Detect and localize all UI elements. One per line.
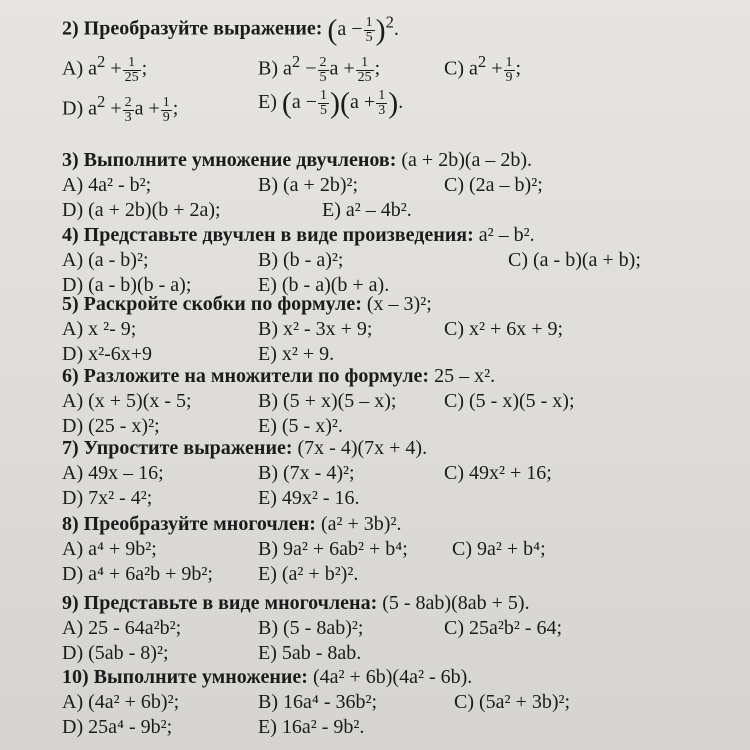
question-10-expression: (4a² + 6b)(4a² - 6b).	[312, 666, 473, 688]
question-9-expression: (5 - 8ab)(8ab + 5).	[382, 592, 530, 614]
question-8-expression: (a² + 3b)².	[320, 513, 402, 535]
option-10e[interactable]: E) 16a² - 9b².	[258, 716, 365, 738]
question-3-label: 3) Выполните умножение двучленов:	[62, 149, 397, 171]
option-9c[interactable]: C) 25a²b² - 64;	[444, 617, 563, 639]
question-2	[62, 2, 742, 125]
question-3	[62, 148, 742, 223]
option-9b[interactable]: B) (5 - 8ab)²;	[258, 617, 364, 639]
question-6	[62, 364, 742, 439]
option-8c[interactable]: C) 9a² + b⁴;	[452, 538, 546, 560]
question-2-prompt	[62, 2, 742, 47]
option-7d[interactable]: D) 7x² - 4²;	[62, 487, 153, 509]
option-4a[interactable]: A) (a - b)²;	[62, 249, 149, 271]
option-2d[interactable]: D) $a^2$ + $\frac{2}{3}$ a + $\frac{1}{9}$ ;	[62, 92, 179, 125]
question-6-prompt	[62, 364, 742, 389]
question-6-expression: 25 – x².	[434, 365, 496, 387]
question-5	[62, 292, 742, 367]
question-4	[62, 223, 742, 298]
option-7c[interactable]: C) 49x² + 16;	[444, 462, 552, 484]
question-8-prompt	[62, 512, 742, 537]
question-9	[62, 591, 742, 666]
option-2b[interactable]: B) $a^2$ − $\frac{2}{5}$ a + $\frac{1}{25}$ ;	[258, 52, 381, 85]
option-10a[interactable]: A) (4a² + 6b)²;	[62, 691, 180, 713]
option-8e[interactable]: E) (a² + b²)².	[258, 563, 359, 585]
question-4-label: 4) Представьте двучлен в виде произведения:	[62, 224, 474, 246]
question-2-label: 2) Преобразуйте выражение:	[62, 17, 323, 40]
option-3b[interactable]: B) (a + 2b)²;	[258, 174, 359, 196]
option-3c[interactable]: C) (2a – b)²;	[444, 174, 543, 196]
option-6b[interactable]: B) (5 + x)(5 – x);	[258, 390, 397, 412]
question-7-label: 7) Упростите выражение:	[62, 437, 293, 459]
option-2c[interactable]: C) $a^2$ + $\frac{1}{9}$ ;	[444, 52, 522, 85]
option-9d[interactable]: D) (5ab - 8)²;	[62, 642, 169, 664]
option-10d[interactable]: D) 25a⁴ - 9b²;	[62, 716, 173, 738]
question-7	[62, 436, 742, 511]
question-3-expression: (a + 2b)(a – 2b).	[401, 149, 533, 171]
option-4e[interactable]: E) (b - a)(b + a).	[258, 274, 390, 296]
option-5b[interactable]: B) x² - 3x + 9;	[258, 318, 373, 340]
question-7-expression: (7x - 4)(7x + 4).	[297, 437, 428, 459]
question-10	[62, 665, 742, 740]
option-8d[interactable]: D) a⁴ + 6a²b + 9b²;	[62, 563, 213, 585]
question-2-options-row-1	[62, 42, 742, 85]
option-7e[interactable]: E) 49x² - 16.	[258, 487, 360, 509]
question-9-label: 9) Представьте в виде многочлена:	[62, 592, 378, 614]
question-4-expression: a² – b².	[478, 224, 535, 246]
option-4d[interactable]: D) (a - b)(b - a);	[62, 274, 192, 296]
question-6-label: 6) Разложите на множители по формуле:	[62, 365, 430, 387]
question-8	[62, 512, 742, 587]
option-9e[interactable]: E) 5ab - 8ab.	[258, 642, 362, 664]
option-7b[interactable]: B) (7x - 4)²;	[258, 462, 355, 484]
question-2-options-row-2	[62, 82, 742, 125]
option-3a[interactable]: A) 4a² - b²;	[62, 174, 152, 196]
option-2a[interactable]: A) $a^2$ + $\frac{1}{25}$ ;	[62, 52, 148, 85]
option-6e[interactable]: E) (5 - x)².	[258, 415, 343, 437]
option-8b[interactable]: B) 9a² + 6ab² + b⁴;	[258, 538, 408, 560]
question-9-prompt	[62, 591, 742, 616]
question-3-prompt	[62, 148, 742, 173]
question-8-label: 8) Преобразуйте многочлен:	[62, 513, 316, 535]
question-10-label: 10) Выполните умножение:	[62, 666, 308, 688]
option-6a[interactable]: A) (x + 5)(x - 5;	[62, 390, 192, 412]
option-2e[interactable]: E) (a − $\frac{1}{5}$ )(a + $\frac{1}{3}$ ).	[258, 86, 404, 120]
option-8a[interactable]: A) a⁴ + 9b²;	[62, 538, 157, 560]
question-4-prompt	[62, 223, 742, 248]
option-7a[interactable]: A) 49x – 16;	[62, 462, 164, 484]
option-9a[interactable]: A) 25 - 64a²b²;	[62, 617, 182, 639]
question-10-prompt	[62, 665, 742, 690]
question-7-prompt	[62, 436, 742, 461]
option-5e[interactable]: E) x² + 9.	[258, 343, 335, 365]
option-5a[interactable]: A) x ²- 9;	[62, 318, 137, 340]
option-10b[interactable]: B) 16a⁴ - 36b²;	[258, 691, 378, 713]
option-4b[interactable]: B) (b - a)²;	[258, 249, 344, 271]
question-2-expression: (a − $\frac{1}{5}$ )$^2$.	[327, 12, 399, 47]
question-5-prompt	[62, 292, 742, 317]
question-5-expression: (x – 3)²;	[366, 293, 432, 315]
option-5d[interactable]: D) x²-6x+9	[62, 343, 153, 365]
question-5-label: 5) Раскройте скобки по формуле:	[62, 293, 362, 315]
option-3e[interactable]: E) a² – 4b².	[322, 199, 412, 221]
option-10c[interactable]: C) (5a² + 3b)²;	[454, 691, 571, 713]
option-6c[interactable]: C) (5 - x)(5 - x);	[444, 390, 575, 412]
option-5c[interactable]: C) x² + 6x + 9;	[444, 318, 564, 340]
option-6d[interactable]: D) (25 - x)²;	[62, 415, 160, 437]
option-4c[interactable]: C) (a - b)(a + b);	[508, 249, 641, 271]
option-3d[interactable]: D) (a + 2b)(b + 2a);	[62, 199, 221, 221]
